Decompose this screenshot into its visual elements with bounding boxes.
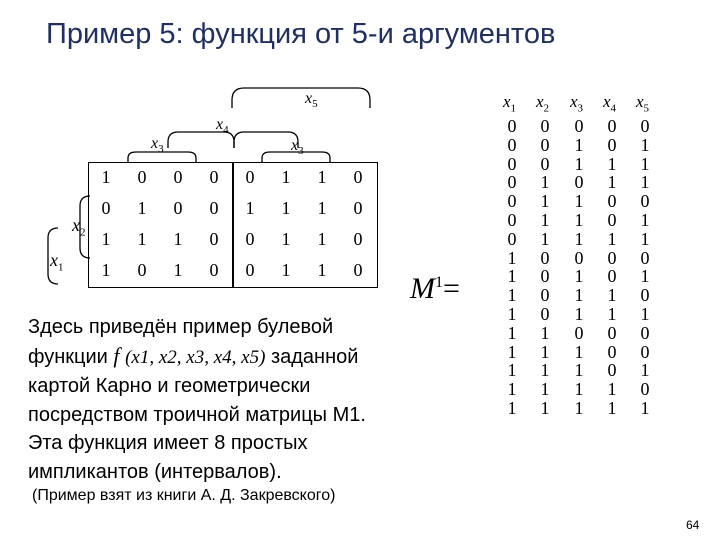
karnaugh-cell: 1 — [173, 229, 183, 249]
karnaugh-cell: 0 — [353, 198, 363, 218]
karnaugh-cell: 0 — [245, 167, 255, 187]
karnaugh-cell: 1 — [245, 198, 255, 218]
x5-label: $x_5$ — [305, 90, 318, 111]
x4-bracket-right — [234, 132, 298, 148]
matrix-header-x2: $x_2$ — [536, 92, 550, 115]
matrix-header-x5: $x_5$ — [636, 92, 650, 115]
x1-label: $x_1$ — [50, 250, 64, 274]
function-name: f — [113, 342, 120, 368]
karnaugh-cell: 1 — [317, 229, 327, 249]
description-line: картой Карно и геометрически — [28, 375, 311, 397]
karnaugh-cell: 1 — [137, 229, 147, 249]
matrix-header-x1: $x_1$ — [503, 92, 517, 115]
x3-left-label: $x_3$ — [151, 135, 164, 156]
karnaugh-cell: 0 — [209, 167, 219, 187]
karnaugh-row — [232, 224, 376, 255]
karnaugh-cell: 0 — [245, 260, 255, 280]
description-text — [28, 313, 448, 486]
karnaugh-cell: 0 — [173, 198, 183, 218]
karnaugh-cell: 1 — [137, 198, 147, 218]
karnaugh-cell: 1 — [317, 167, 327, 187]
karnaugh-cell: 1 — [281, 260, 291, 280]
karnaugh-cell: 0 — [101, 198, 111, 218]
karnaugh-row — [232, 162, 376, 193]
karnaugh-cell: 0 — [137, 260, 147, 280]
karnaugh-row — [88, 224, 232, 255]
matrix-column-x2: 0 0 0 1 1 1 1 0 0 0 0 1 1 1 1 1 — [540, 116, 550, 418]
page-number: 64 — [686, 518, 700, 532]
x3-right-label: $x_3$ — [291, 137, 304, 158]
karnaugh-row — [232, 255, 376, 286]
karnaugh-cell: 1 — [281, 229, 291, 249]
description-line: посредством троичной матрицы M1. — [28, 403, 366, 426]
karnaugh-right-table — [232, 162, 376, 286]
karnaugh-cell: 1 — [281, 198, 291, 218]
karnaugh-row — [88, 255, 232, 286]
karnaugh-cell: 0 — [245, 229, 255, 249]
x4-label: $x_4$ — [216, 116, 229, 137]
matrix-header-x4: $x_4$ — [603, 92, 617, 115]
description-line: Эта функция имеет 8 простых — [28, 432, 308, 454]
karnaugh-cell: 0 — [353, 167, 363, 187]
karnaugh-cell: 1 — [101, 229, 111, 249]
slide-title: Пример 5: функция от 5-и аргументов — [46, 18, 556, 50]
description-line: импликантов (интервалов). — [28, 460, 282, 483]
karnaugh-cell: 0 — [353, 229, 363, 249]
matrix-column-x5: 0 1 1 1 0 1 1 0 1 0 1 0 0 1 0 1 — [640, 116, 650, 418]
description-line: Здесь приведён пример булевой — [28, 316, 334, 338]
x5-bracket — [232, 88, 370, 111]
karnaugh-cell: 0 — [209, 198, 219, 218]
matrix-column-x1: 0 0 0 0 0 0 0 1 1 1 1 1 1 1 1 1 — [507, 116, 517, 418]
matrix-header-x3: $x_3$ — [570, 92, 584, 115]
karnaugh-cell: 1 — [101, 167, 111, 187]
x2-label: $x_2$ — [72, 215, 86, 239]
karnaugh-cell: 0 — [137, 167, 147, 187]
source-note: (Пример взят из книги А. Д. Закревского) — [32, 487, 336, 504]
karnaugh-row — [88, 162, 232, 193]
matrix-label: $M^1=$ — [410, 272, 460, 305]
karnaugh-cell: 1 — [317, 260, 327, 280]
karnaugh-left-table — [88, 162, 232, 286]
karnaugh-cell: 1 — [281, 167, 291, 187]
matrix-column-x3: 0 1 1 0 1 1 1 0 1 1 1 0 1 1 1 1 — [574, 116, 584, 418]
karnaugh-cell: 1 — [173, 260, 183, 280]
karnaugh-cell: 1 — [101, 260, 111, 280]
karnaugh-cell: 0 — [173, 167, 183, 187]
matrix-column-x4: 0 0 1 1 0 0 1 0 0 1 1 0 0 0 1 1 — [607, 116, 617, 418]
karnaugh-row — [88, 193, 232, 224]
karnaugh-cell: 0 — [209, 260, 219, 280]
karnaugh-cell: 0 — [353, 260, 363, 280]
karnaugh-cell: 1 — [317, 198, 327, 218]
description-line: функции f (x1, x2, x3, x4, x5) заданной — [28, 342, 359, 368]
karnaugh-row — [232, 193, 376, 224]
function-args: (x1, x2, x3, x4, x5) — [125, 346, 266, 368]
karnaugh-cell: 0 — [209, 229, 219, 249]
